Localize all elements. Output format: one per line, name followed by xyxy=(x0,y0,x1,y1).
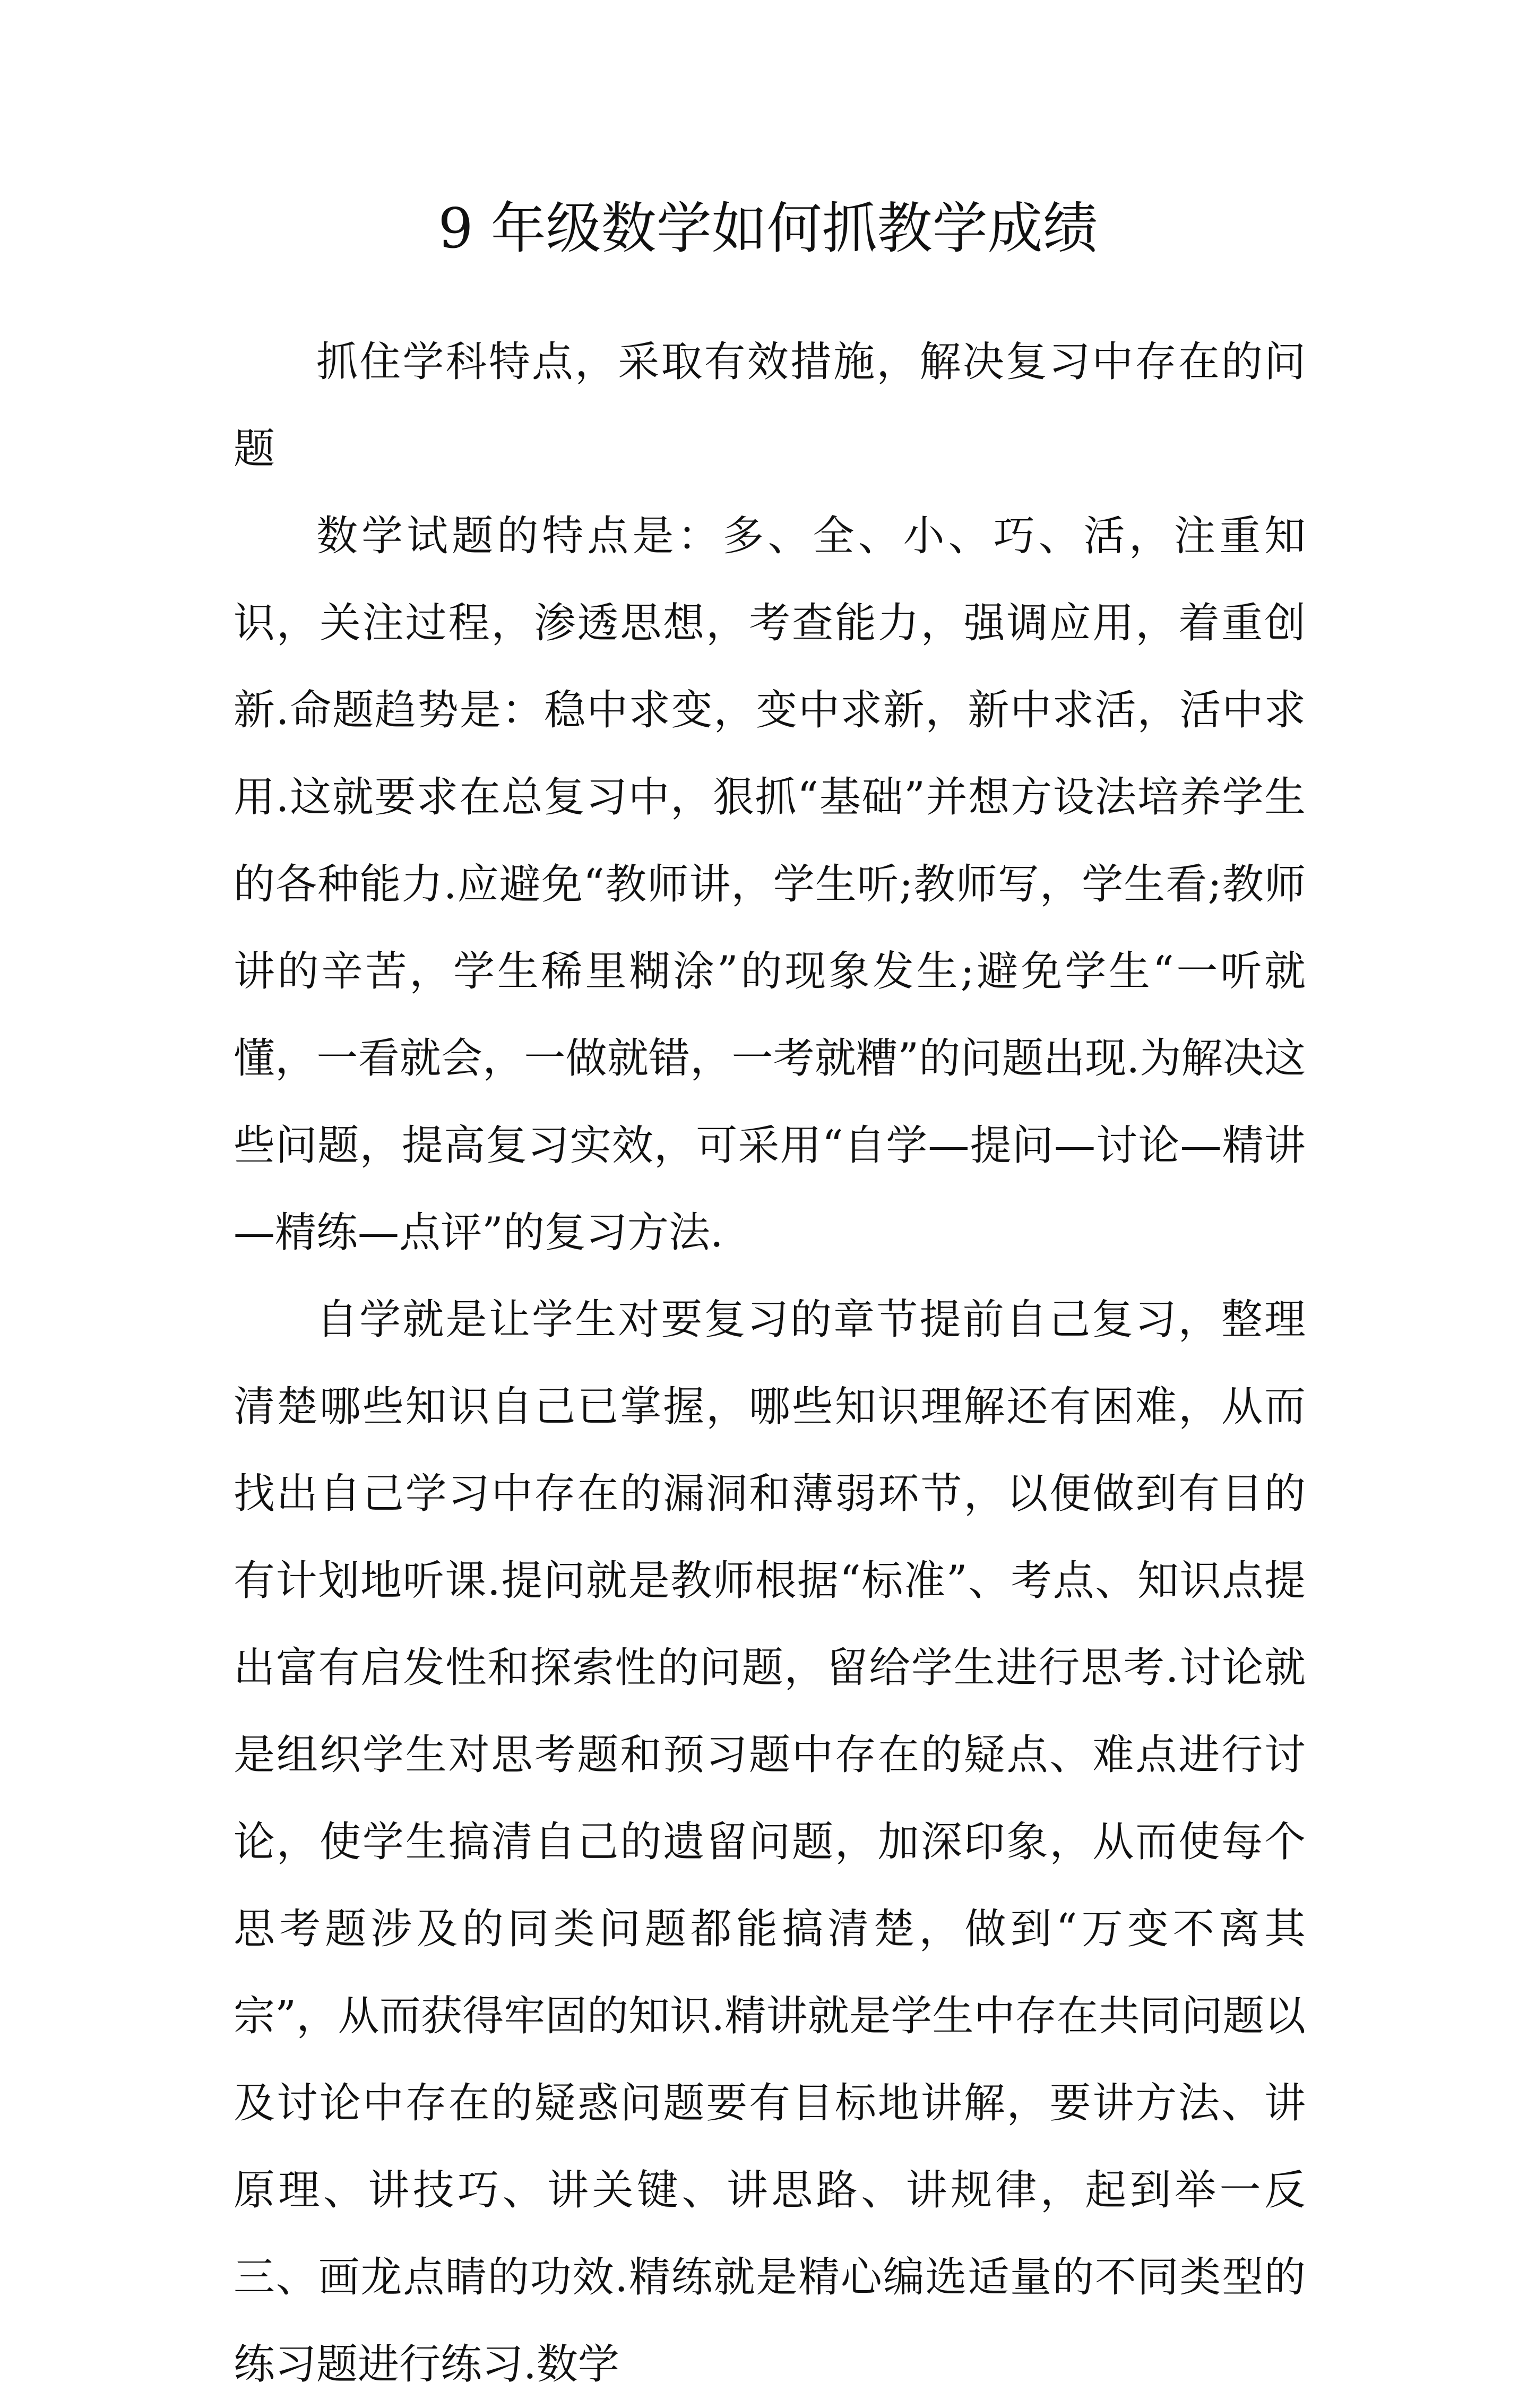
document-body xyxy=(234,319,1306,2408)
body-paragraph: 自学就是让学生对要复习的章节提前自己复习，整理清楚哪些知识自己已掌握，哪些知识理解还有困难，从而找出自己学习中存在的漏洞和薄弱环节，以便做到有目的有计划地听课.提问就是教师根据“标准”、考点、知识点提出富有启发性和探索性的问题，留给学生进行思考.讨论就是组织学生对思考题和预习题中存在的疑点、难点进行讨论，使学生搞清自己的遗留问题，加深印象，从而使每个思考题涉及的同类问题都能搞清楚，做到“万变不离其宗”，从而获得牢固的知识.精讲就是学生中存在共同问题以及讨论中存在的疑惑问题要有目标地讲解，要讲方法、讲原理、讲技巧、讲关键、讲思路、讲规律，起到举一反三、画龙点睛的功效.精练就是精心编选适量的不同类型的练习题进行练习.数学 xyxy=(234,1296,1306,2388)
section-heading-paragraph: 抓住学科特点，采取有效措施，解决复习中存在的问题 xyxy=(234,338,1306,473)
body-paragraph: 数学试题的特点是：多、全、小、巧、活，注重知识，关注过程，渗透思想，考查能力，强调应用，着重创新.命题趋势是：稳中求变，变中求新，新中求活，活中求用.这就要求在总复习中，狠抓“基础”并想方设法培养学生的各种能力.应避免“教师讲，学生听;教师写，学生看;教师讲的辛苦，学生稀里糊涂”的现象发生;避免学生“一听就懂，一看就会，一做就错，一考就糟”的问题出现.为解决这些问题，提高复习实效，可采用“自学—提问—讨论—精讲—精练—点评”的复习方法. xyxy=(234,512,1306,1257)
document-title: 9 年级数学如何抓教学成绩 xyxy=(438,196,1098,261)
